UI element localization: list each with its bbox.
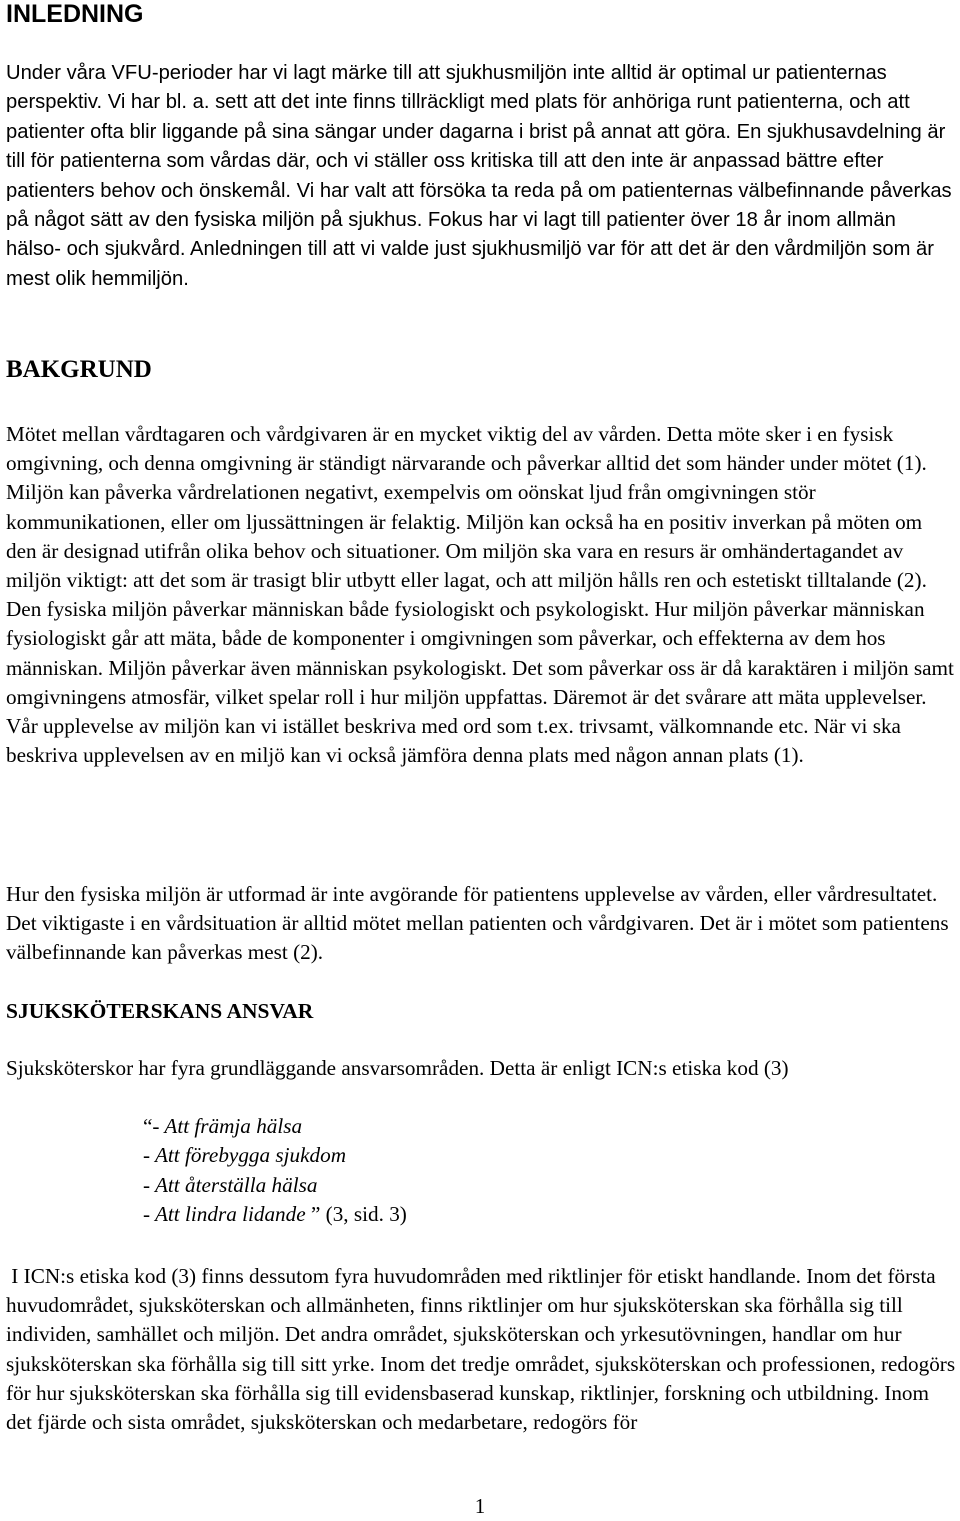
list-item (143, 1112, 407, 1141)
paragraph-bakgrund-1: Mötet mellan vårdtagaren och vårdgivaren är en mycket viktig del av vården. Detta möte sker i en fysisk omgivning, och denna omgivning är ständigt närvarande och påverkar alltid det som händer under mötet (1). Miljön kan påverka vårdrelationen negativt, exempelvis om oönskat ljud från omgivningen stör kommunikationen, eller om ljussättningen är felaktig. Miljön kan också ha en positiv inverkan på möten om den är designad utifrån olika behov och situationer. Om miljön ska vara en resurs är omhändertagandet av miljön viktigt: att det som är trasigt blir utbytt eller lagat, och att miljön hålls ren och estetiskt tilltalande (2). Den fysiska miljön påverkar människan både fysiologiskt och psykologiskt. Hur miljön påverkar människan fysiologiskt går att mäta, både de komponenter i omgivningen som påverkar, och effekterna av dem hos människan. Miljön påverkar även människan psykologiskt. Det som påverkar oss är då karaktären i miljön samt omgivningens atmosfär, vilket spelar roll i hur miljön uppfattas. Däremot är det svårare att mäta upplevelser. Vår upplevelse av miljön kan vi istället beskriva med ord som t.ex. trivsamt, välkomnande etc. När vi ska beskriva upplevelsen av en miljö kan vi också jämföra denna plats med någon annan plats (1). (6, 422, 954, 768)
heading-bakgrund: BAKGRUND (6, 356, 152, 383)
page-number: 1 (474, 1494, 486, 1518)
list-item-text: - Att lindra lidande (143, 1201, 306, 1226)
list-item-text: - Att förebygga sjukdom (143, 1143, 347, 1168)
responsibility-list (143, 1112, 407, 1229)
list-item-text: - Att återställa hälsa (143, 1172, 318, 1197)
list-item (143, 1171, 407, 1200)
heading-sjukskoterskans-ansvar: SJUKSKÖTERSKANS ANSVAR (6, 999, 314, 1023)
list-item (143, 1200, 407, 1229)
paragraph-ansvar: I ICN:s etiska kod (3) finns dessutom fyra huvudområden med riktlinjer för etiskt handlande. Inom det första huvudområdet, sjuksköterskan och allmänheten, finns riktlinjer om hur sjuksköterskan ska förhålla sig till individen, samhället och miljön. Det andra området, sjuksköterskan och yrkesutövningen, handlar om hur sjuksköterskan ska förhålla sig till sitt yrke. Inom det tredje området, sjuksköterskan och professionen, redogörs för hur sjuksköterskan ska förhålla sig till evidensbaserad kunskap, riktlinjer, forskning och utbildning. Inom det fjärde och sista området, sjuksköterskan och medarbetare, redogörs för (6, 1264, 960, 1435)
list-item-text: - Att främja hälsa (152, 1114, 303, 1138)
list-item (143, 1141, 407, 1170)
heading-inledning: INLEDNING (6, 0, 144, 28)
list-citation: (3, sid. 3) (325, 1201, 407, 1226)
list-open-quote: “ (143, 1114, 153, 1138)
list-close-quote: ” (310, 1201, 321, 1226)
paragraph-ansvar-intro: Sjuksköterskor har fyra grundläggande ansvarsområden. Detta är enligt ICN:s etiska kod (3) (6, 1056, 789, 1080)
paragraph-bakgrund-2: Hur den fysiska miljön är utformad är inte avgörande för patientens upplevelse av vården, eller vårdresultatet. Det viktigaste i en vårdsituation är alltid mötet mellan patienten och vårdgivaren. Det är i mötet som patientens välbefinnande kan påverkas mest (2). (6, 882, 949, 965)
paragraph-inledning: Under våra VFU-perioder har vi lagt märke till att sjukhusmiljön inte alltid är optimal ur patienternas perspektiv. Vi har bl. a. sett att det inte finns tillräckligt med plats för anhöriga runt patienterna, och att patienter ofta blir liggande på sina sängar under dagarna i brist på annat att göra. En sjukhusavdelning är till för patienterna som vårdas där, och vi ställer oss kritiska till att den inte är anpassad bättre efter patienters behov och önskemål. Vi har valt att försöka ta reda på om patienternas välbefinnande påverkas på något sätt av den fysiska miljön på sjukhus. Fokus har vi lagt till patienter över 18 år inom allmän hälso- och sjukvård. Anledningen till att vi valde just sjukhusmiljö var för att det är den vårdmiljön som är mest olik hemmiljön. (6, 62, 952, 290)
